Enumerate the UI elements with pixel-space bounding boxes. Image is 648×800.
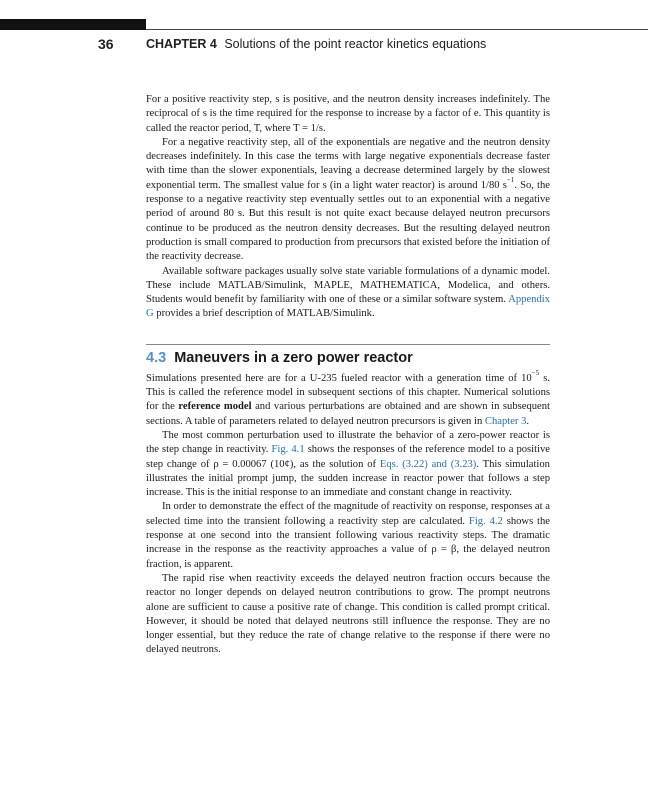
fig-4-1-link[interactable]: Fig. 4.1	[271, 444, 305, 456]
exponent: −1	[506, 176, 515, 185]
section-heading	[146, 350, 550, 366]
appendix-g-link[interactable]: Appendix G	[146, 294, 550, 320]
paragraph-reference-model	[146, 369, 551, 429]
section-rule	[146, 344, 550, 345]
running-head	[146, 37, 486, 51]
paragraph-text: Available software packages usually solve state variable formulations of a dynamic model. These include MATLAB/Simulink, MAPLE, MATHEMATICA, Modelica, and others. Students would benefit by familiarity with one of these or a similar software system.	[146, 265, 550, 306]
paragraph-text: .	[526, 415, 530, 427]
paragraph-negative-step	[146, 136, 550, 265]
paragraph-positive-step: For a positive reactivity step, s is positive, and the neutron density increases indefinitely. The reciprocal of s is the time required for the response to increase by a factor of e. This quantity is called the reactor period, T, where T = 1/s.	[146, 94, 550, 134]
chapter-3-link[interactable]: Chapter 3	[484, 415, 527, 427]
paragraph-text: provides a brief description of MATLAB/Simulink.	[153, 308, 375, 320]
paragraph-text: s. This is called the reference model in subsequent sections of this chapter. Numerical solutions for the	[146, 372, 551, 413]
paragraph-text: shows the responses of the reference model to a positive step change of ρ = 0.00067 (10¢), as the solution of	[146, 444, 551, 470]
header-bar	[0, 19, 146, 30]
exponent: −5	[531, 369, 540, 378]
paragraph-text: The most common perturbation used to illustrate the behavior of a zero-power reactor is the step change in reactivity.	[146, 429, 550, 456]
section-number: 4.3	[146, 349, 167, 366]
fig-4-2-link[interactable]: Fig. 4.2	[468, 515, 503, 527]
paragraph-step-change	[146, 429, 550, 500]
paragraph-reactivity-magnitude	[146, 500, 550, 571]
page-content	[146, 93, 550, 658]
header-rule	[146, 29, 648, 30]
section-title: Maneuvers in a zero power reactor	[174, 349, 413, 366]
chapter-label: CHAPTER 4	[146, 37, 217, 51]
paragraph-software	[146, 265, 550, 322]
paragraph-text: shows the response at one second into the transient following various reactivity steps. The dramatic increase in the response as the reactivity approaches a value of ρ = β, the delayed neutron fraction, is apparent.	[146, 515, 551, 570]
paragraph-text: . This simulation illustrates the initial prompt jump, the sudden increase in reactor power that follows a step increase. This is the initial response to an immediate and constant change in reactivity.	[146, 458, 550, 499]
paragraph-text: In order to demonstrate the effect of the magnitude of reactivity on response, responses at a selected time into the transient following a reactivity step are calculated.	[146, 501, 550, 527]
paragraph-text: Simulations presented here are for a U-235 fueled reactor with a generation time of 10	[146, 372, 532, 384]
page-number: 36	[98, 36, 114, 52]
chapter-title: Solutions of the point reactor kinetics equations	[224, 37, 487, 51]
paragraph-text: and various perturbations are obtained and are shown in subsequent sections. A table of parameters related to delayed neutron precursors is given in	[146, 401, 550, 427]
bold-term: reference model	[178, 401, 252, 413]
paragraph-prompt-critical: The rapid rise when reactivity exceeds the delayed neutron fraction occurs because the reactor no longer depends on delayed neutron contributions to grow. The prompt neutrons alone are sufficient to cause a positive rate of change. This condition is called prompt critical. However, it should be noted that delayed neutrons still influence the response. They are no longer essential, but they reduce the rate of change relative to the response if there were no delayed neutrons.	[146, 572, 550, 656]
paragraph-text: . So, the response to a negative reactivity step eventually settles out to an exponential with a negative period of around 80 s. But this result is not quite exact because delayed neutron precursors continue to be produced as the neutron density decreases. But the resulting delayed neutron production is small compared to production from precursors that existed before the initiation of the reactivity decrease.	[146, 179, 550, 263]
paragraph-text: For a negative reactivity step, all of the exponentials are negative and the neutron density decreases indefinitely. In this case the terms with large negative exponentials decrease faster with time than the slower exponentials, leaving a decrease determined largely by the slowest exponential term. The smallest value for s (in a light water reactor) is around 1/80 s	[146, 136, 550, 191]
eqs-link[interactable]: Eqs. (3.22) and (3.23)	[379, 458, 477, 470]
